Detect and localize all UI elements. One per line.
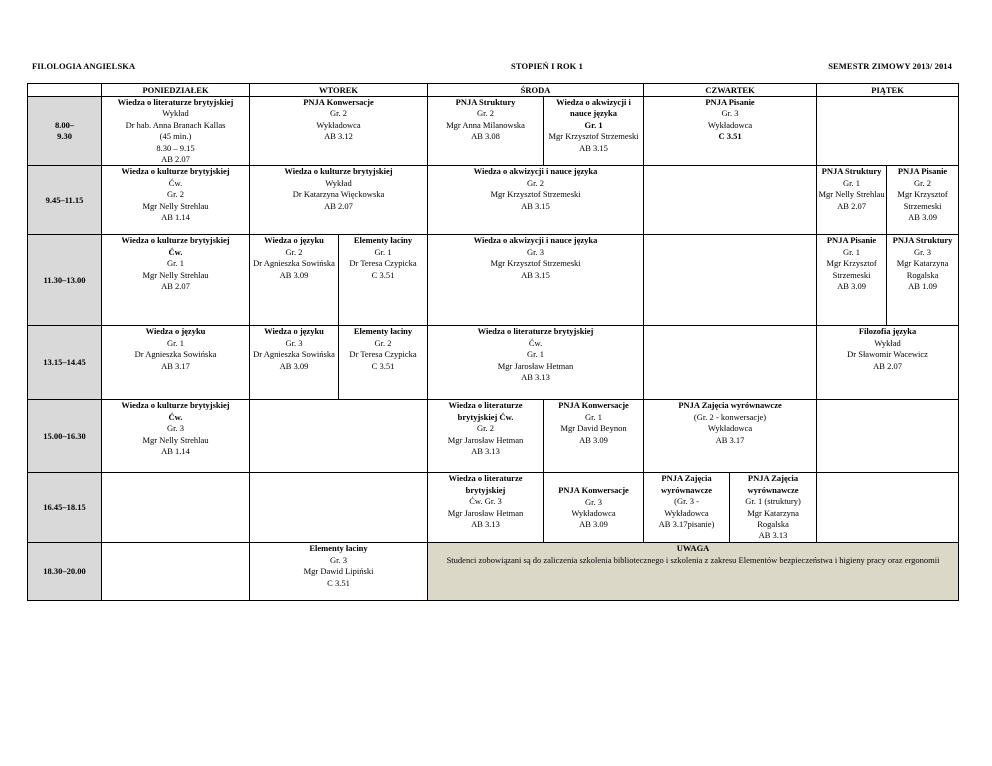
year-title: STOPIEŃ I ROK 1 xyxy=(511,61,583,71)
day-wednesday: ŚRODA xyxy=(428,84,644,97)
empty-cell xyxy=(250,473,428,543)
course-detail: Dr Agnieszka Sowińska xyxy=(253,258,335,269)
course-detail: Gr. 3 xyxy=(914,246,932,257)
course-detail: Wykładowca xyxy=(664,507,709,518)
course-detail: (45 min.) xyxy=(159,131,192,142)
course-detail: Mgr Krzysztof Strzemeski xyxy=(490,189,581,200)
course-detail: Mgr Krzysztof Strzemeski xyxy=(826,258,877,280)
course-title: Wiedza o literaturze brytyjskiej Ćw. xyxy=(448,400,523,422)
class-cell xyxy=(730,473,817,543)
course-detail: Wykład xyxy=(874,337,901,348)
course-detail: Dr Katarzyna Więckowska xyxy=(292,189,385,200)
course-detail: AB 2.07 xyxy=(837,200,866,211)
course-title: Wiedza o kulturze brytyjskiej xyxy=(121,166,230,177)
time-row xyxy=(28,543,959,601)
empty-cell xyxy=(250,400,428,473)
time-label: 18.30–20.00 xyxy=(43,566,86,577)
course-detail: Gr. 1 xyxy=(843,246,861,257)
course-detail: Gr. 1 (struktury) xyxy=(745,496,801,507)
course-title: Wiedza o literaturze brytyjskiej xyxy=(448,473,523,495)
course-detail: Wykładowca xyxy=(707,119,753,130)
course-detail: Gr. 1 xyxy=(527,349,545,360)
course-title: PNJA Struktury xyxy=(821,166,882,177)
class-cell xyxy=(428,166,644,235)
class-cell xyxy=(428,473,544,543)
course-detail: Dr Teresa Czypicka xyxy=(349,258,417,269)
class-cell xyxy=(102,235,250,326)
course-title: Elementy łaciny xyxy=(353,235,413,246)
course-title: Wiedza o akwizycji i nauce języka xyxy=(556,97,631,119)
course-detail: Ćw. xyxy=(168,411,183,422)
course-detail: AB 3.13 xyxy=(471,519,500,530)
class-cell xyxy=(102,166,250,235)
class-cell xyxy=(339,235,428,326)
class-cell xyxy=(250,235,339,326)
course-detail: Gr. 3 xyxy=(285,337,303,348)
course-detail: AB 2.07 xyxy=(324,200,353,211)
course-detail: Dr hab. Anna Branach Kallas xyxy=(125,119,226,130)
course-detail: Wykład xyxy=(162,108,189,119)
course-title: Wiedza o akwizycji i nauce języka xyxy=(473,166,598,177)
course-detail: Mgr Krzysztof Strzemeski xyxy=(490,258,581,269)
course-detail: Wykładowca xyxy=(707,423,753,434)
course-detail: Mgr David Beynon xyxy=(560,423,627,434)
course-title: Wiedza o kulturze brytyjskiej xyxy=(121,235,230,246)
class-cell xyxy=(817,166,887,235)
class-cell xyxy=(102,400,250,473)
course-detail: (Gr. 2 - konwersacje) xyxy=(693,411,767,422)
time-slot xyxy=(28,326,102,400)
class-cell xyxy=(817,235,887,326)
course-detail: Ćw. Gr. 3 xyxy=(469,496,502,507)
course-detail: Ćw. xyxy=(168,246,183,257)
course-detail: AB 3.17pisanie) xyxy=(658,519,715,530)
course-detail: Mgr Jarosław Hetman xyxy=(447,434,524,445)
course-title: PNJA Zajęcia wyrównawcze xyxy=(661,473,713,495)
course-detail: 8.30 – 9.15 xyxy=(156,142,195,153)
course-title: PNJA Struktury xyxy=(455,97,516,107)
course-detail: Wykład xyxy=(325,177,352,188)
course-title: PNJA Konwersacje xyxy=(558,485,629,496)
course-title: PNJA Struktury xyxy=(892,235,953,246)
time-row xyxy=(28,166,959,235)
day-friday: PIĄTEK xyxy=(817,84,959,97)
course-detail: Ćw. xyxy=(528,337,543,348)
day-header-row xyxy=(28,84,959,97)
course-detail: Mgr Dawid Lipiński xyxy=(303,566,374,577)
class-cell xyxy=(887,166,959,235)
course-detail: Gr. 1 xyxy=(167,337,184,348)
course-title: PNJA Zajęcia wyrównawcze xyxy=(747,473,799,495)
course-detail: AB 3.15 xyxy=(579,142,608,153)
class-cell xyxy=(250,543,428,601)
course-detail: Gr. 2 xyxy=(330,108,347,119)
empty-cell xyxy=(817,400,959,473)
class-cell xyxy=(250,97,428,166)
class-cell xyxy=(428,235,644,326)
empty-cell xyxy=(817,473,959,543)
course-title: PNJA Pisanie xyxy=(826,235,877,246)
course-detail: AB 3.15 xyxy=(521,200,550,211)
time-row xyxy=(28,235,959,326)
empty-cell xyxy=(102,473,250,543)
time-row xyxy=(28,400,959,473)
class-cell xyxy=(544,400,644,473)
course-detail: Mgr Nelly Strehlau xyxy=(142,434,209,445)
course-detail: Dr Teresa Czypicka xyxy=(349,349,417,360)
course-detail: AB 3.13 xyxy=(758,530,788,541)
empty-cell xyxy=(644,326,817,400)
class-cell xyxy=(428,400,544,473)
course-detail: Gr. 2 xyxy=(477,423,495,434)
class-cell xyxy=(644,400,817,473)
course-detail: Dr Agnieszka Sowińska xyxy=(253,349,335,360)
time-label: 11.30–13.00 xyxy=(43,274,86,285)
course-detail: AB 3.15 xyxy=(521,269,550,280)
time-label: 9.45–11.15 xyxy=(45,194,84,205)
time-label: 13.15–14.45 xyxy=(43,357,86,368)
class-cell xyxy=(887,235,959,326)
course-title: Elementy łaciny xyxy=(353,326,413,337)
course-detail: C 3.51 xyxy=(327,577,350,588)
time-row xyxy=(28,97,959,166)
course-detail: Mgr Katarzyna Rogalska xyxy=(747,507,799,530)
course-title: PNJA Zajęcia wyrównawcze xyxy=(678,400,782,411)
course-detail: AB 3.12 xyxy=(324,131,353,142)
course-detail: Gr. 3 xyxy=(527,246,545,257)
empty-cell xyxy=(644,235,817,326)
course-title: PNJA Konwersacje xyxy=(558,400,629,411)
course-detail: Dr Sławomir Wacewicz xyxy=(847,349,928,360)
class-cell xyxy=(102,326,250,400)
faculty-title: FILOLOGIA ANGIELSKA xyxy=(32,61,136,71)
course-detail: AB 1.14 xyxy=(161,212,190,223)
course-detail: Gr. 1 xyxy=(585,411,603,422)
day-monday: PONIEDZIAŁEK xyxy=(102,84,250,97)
class-cell xyxy=(250,166,428,235)
course-detail: Mgr Nelly Strehlau xyxy=(142,269,209,280)
course-detail: C 3.51 xyxy=(718,131,742,142)
course-detail: AB 1.09 xyxy=(908,281,937,292)
time-row xyxy=(28,473,959,543)
schedule-table xyxy=(27,83,959,601)
course-detail: Gr. 2 xyxy=(914,177,932,188)
course-title: Wiedza o języku xyxy=(264,235,324,246)
course-detail: Gr. 1 xyxy=(374,246,392,257)
course-detail: Gr. 2 xyxy=(167,189,184,200)
corner-cell xyxy=(28,84,102,97)
course-title: Wiedza o języku xyxy=(264,326,324,337)
course-detail: Gr. 2 xyxy=(527,177,545,188)
course-detail: Gr. 1 xyxy=(167,258,184,269)
course-detail: Mgr Anna Milanowska xyxy=(446,119,525,130)
class-cell xyxy=(339,326,428,400)
course-detail: Studenci zobowiązani są do zaliczenia szkolenia bibliotecznego i szkolenia z zakresu Elementów bezpieczeństwa i higieny pracy oraz ergonomii xyxy=(446,554,940,565)
course-detail: AB 3.13 xyxy=(471,446,500,457)
course-detail: Gr. 2 xyxy=(374,337,392,348)
course-detail: Mgr Jarosław Hetman xyxy=(447,507,524,518)
course-detail: Gr. 3 xyxy=(585,496,603,507)
course-title: Wiedza o literaturze brytyjskiej xyxy=(477,326,594,337)
class-cell xyxy=(428,326,644,400)
class-cell xyxy=(102,97,250,166)
course-detail: AB 3.09 xyxy=(579,434,608,445)
time-slot xyxy=(28,473,102,543)
time-row xyxy=(28,326,959,400)
course-title: Wiedza o kulturze brytyjskiej xyxy=(121,400,230,411)
time-label: 15.00–16.30 xyxy=(43,430,86,441)
class-cell xyxy=(544,97,644,166)
course-detail: AB 3.17 xyxy=(161,360,190,371)
time-label: 8.00– 9.30 xyxy=(54,119,75,142)
course-detail: AB 2.07 xyxy=(161,281,190,292)
class-cell xyxy=(428,97,544,166)
course-detail: AB 3.09 xyxy=(279,360,309,371)
course-detail: Gr. 3 xyxy=(330,554,347,565)
course-detail: Dr Agnieszka Sowińska xyxy=(134,349,217,360)
time-label: 16.45–18.15 xyxy=(43,502,86,513)
course-detail: Mgr Nelly Strehlau xyxy=(142,200,209,211)
course-detail: Ćw. xyxy=(168,177,183,188)
course-title: Filozofia języka xyxy=(858,326,917,337)
course-detail: C 3.51 xyxy=(371,360,395,371)
course-detail: Mgr Krzysztof Strzemeski xyxy=(897,189,948,211)
course-title: PNJA Pisanie xyxy=(705,97,755,107)
course-title: Wiedza o kulturze brytyjskiej xyxy=(284,166,393,177)
course-title: Wiedza o języku xyxy=(145,326,206,337)
course-detail: Gr. 3 xyxy=(721,108,739,119)
empty-cell xyxy=(817,97,959,166)
day-tuesday: WTOREK xyxy=(250,84,428,97)
empty-cell xyxy=(644,166,817,235)
course-detail: AB 3.09 xyxy=(837,281,866,292)
course-title: Wiedza o literaturze brytyjskiej xyxy=(117,97,234,107)
time-slot xyxy=(28,400,102,473)
course-detail: AB 3.17 xyxy=(715,434,745,445)
course-detail: AB 3.13 xyxy=(521,372,550,383)
course-detail: Gr. 3 xyxy=(167,423,184,434)
day-thursday: CZWARTEK xyxy=(644,84,817,97)
class-cell xyxy=(644,97,817,166)
course-detail: AB 3.09 xyxy=(908,212,937,223)
course-detail: Gr. 2 xyxy=(285,246,303,257)
course-detail: Mgr Krzysztof Strzemeski xyxy=(548,131,639,142)
course-title: PNJA Konwersacje xyxy=(303,97,374,107)
course-detail: Wykładowca xyxy=(316,119,361,130)
course-title: Wiedza o akwizycji i nauce języka xyxy=(473,235,598,246)
course-detail: Mgr Nelly Strehlau xyxy=(818,189,885,200)
class-cell xyxy=(544,473,644,543)
course-detail: AB 3.08 xyxy=(471,131,500,142)
semester-title: SEMESTR ZIMOWY 2013/ 2014 xyxy=(828,61,952,71)
course-detail: AB 3.09 xyxy=(279,269,309,280)
empty-cell xyxy=(102,543,250,601)
course-detail: AB 2.07 xyxy=(161,154,190,165)
course-title: PNJA Pisanie xyxy=(897,166,948,177)
course-detail: AB 3.09 xyxy=(579,519,608,530)
course-title: UWAGA xyxy=(676,543,710,554)
course-detail: Gr. 1 xyxy=(584,119,603,130)
class-cell xyxy=(250,326,339,400)
time-slot xyxy=(28,97,102,166)
course-detail: Wykładowca xyxy=(571,507,616,518)
time-slot xyxy=(28,166,102,235)
course-detail: AB 1.14 xyxy=(161,446,190,457)
course-title: Elementy łaciny xyxy=(309,543,368,554)
course-detail: Gr. 1 xyxy=(843,177,861,188)
course-detail: C 3.51 xyxy=(371,269,395,280)
time-slot xyxy=(28,543,102,601)
time-slot xyxy=(28,235,102,326)
course-detail: Mgr Katarzyna Rogalska xyxy=(896,258,949,280)
course-detail: Mgr Jarosław Hetman xyxy=(497,360,574,371)
class-cell xyxy=(817,326,959,400)
course-detail: (Gr. 3 - xyxy=(674,496,699,507)
class-cell xyxy=(644,473,730,543)
course-detail: Gr. 2 xyxy=(477,108,495,119)
notice-cell xyxy=(428,543,959,601)
course-detail: AB 2.07 xyxy=(873,360,902,371)
